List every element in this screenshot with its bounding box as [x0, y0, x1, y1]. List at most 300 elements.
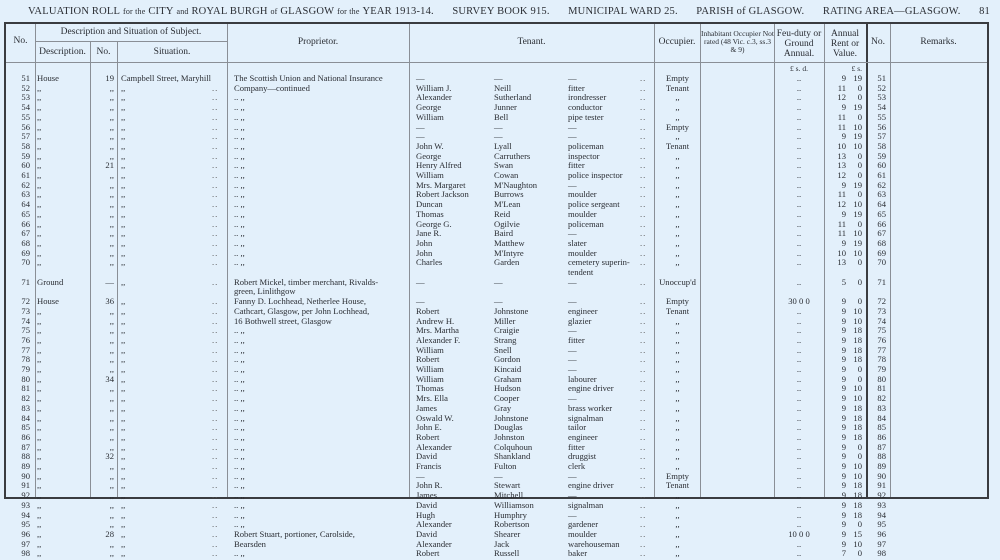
rent-pounds: 11 [837, 111, 846, 122]
tenant-surname: Cowan [494, 170, 519, 180]
row-number-right: 66 [877, 218, 886, 229]
row-number: 55 [21, 111, 30, 122]
tenant-occupation: engine driver [568, 480, 614, 491]
proprietor: .. ,, [234, 237, 245, 248]
description: ,, [37, 179, 42, 190]
dot-leader: .. [640, 470, 647, 481]
tenant-surname: Matthew [494, 237, 525, 248]
tenant-surname: — [494, 296, 503, 307]
dot-leader: .. [212, 315, 219, 326]
row-number: 73 [21, 305, 30, 316]
tenant-occupation: slater [568, 237, 587, 248]
dot-leader: .. [640, 237, 647, 248]
description: ,, [37, 461, 42, 471]
proprietor: Company—continued [234, 82, 310, 93]
feu-duty: .. [796, 373, 802, 384]
rent-shillings: 10 [853, 538, 862, 549]
rent-shillings: 0 [857, 364, 862, 374]
tenant-surname: Robertson [494, 519, 530, 530]
rent-pounds: 9 [841, 296, 846, 307]
row-number-right: 79 [877, 364, 886, 374]
street-number: 32 [105, 451, 114, 462]
tenant-surname: Williamson [494, 499, 534, 510]
feu-duty: 10 0 0 [788, 528, 810, 539]
situation: ,, [121, 422, 126, 433]
row-number-right: 83 [877, 402, 886, 413]
tenant-surname: Douglas [494, 422, 523, 433]
tenant-occupation: fitter [568, 334, 585, 345]
tenant-first-name: James [416, 402, 438, 413]
header-description-group: Description and Situation of Subject. [60, 27, 202, 37]
proprietor: Robert Stuart, portioner, Carolside, [234, 528, 355, 539]
rent-shillings: 18 [853, 402, 862, 413]
dot-leader: .. [640, 422, 647, 433]
proprietor: .. ,, [234, 344, 245, 355]
table-row [6, 278, 987, 288]
dot-leader: .. [212, 412, 219, 423]
rent-shillings: 0 [857, 296, 862, 307]
situation: ,, [121, 538, 126, 549]
street-number: ,, [109, 218, 114, 229]
street-number: ,, [109, 364, 114, 374]
occupier: ,, [675, 257, 680, 268]
feu-duty: .. [796, 170, 802, 180]
row-number-right: 68 [877, 237, 886, 248]
situation: ,, [121, 179, 126, 190]
page-number: 81 [979, 6, 990, 17]
proprietor: .. ,, [234, 160, 245, 171]
feu-duty: .. [796, 218, 802, 229]
tenant-occupation: cemetery superin- [568, 257, 630, 268]
description: ,, [37, 548, 42, 559]
tenant-first-name: Henry Alfred [416, 160, 462, 171]
header-no: No. [13, 36, 28, 46]
dot-leader: .. [640, 519, 647, 530]
rent-shillings: 0 [857, 441, 862, 452]
tenant-occupation: engineer [568, 431, 598, 442]
row-number-right: 78 [877, 354, 886, 365]
description: ,, [37, 199, 42, 210]
description: ,, [37, 315, 42, 326]
row-number-right: 97 [877, 538, 886, 549]
street-number: ,, [109, 412, 114, 423]
row-number: 79 [21, 364, 30, 374]
occupier: ,, [675, 373, 680, 384]
rent-pounds: 9 [841, 73, 846, 83]
dot-leader: .. [640, 431, 647, 442]
tenant-occupation: — [568, 344, 577, 355]
row-number: 54 [21, 102, 30, 113]
dot-leader: .. [212, 373, 219, 384]
situation: ,, [121, 150, 126, 161]
rent-pounds: 11 [837, 82, 846, 93]
rent-shillings: 10 [853, 140, 862, 151]
tenant-surname: Johnstone [494, 305, 529, 316]
street-number: ,, [109, 208, 114, 219]
row-number-right: 86 [877, 431, 886, 442]
table-row [6, 404, 987, 414]
tenant-first-name: Andrew H. [416, 315, 455, 326]
tenant-occupation: policeman [568, 140, 604, 151]
street-number: ,, [109, 111, 114, 122]
proprietor: .. ,, [234, 140, 245, 151]
situation: ,, [121, 499, 126, 510]
row-number: 91 [21, 480, 30, 491]
proprietor: .. ,, [234, 490, 245, 501]
row-number: 64 [21, 199, 30, 210]
description: ,, [37, 237, 42, 248]
proprietor: .. ,, [234, 257, 245, 268]
rent-pounds: 10 [837, 247, 846, 258]
tenant-surname: M'Naughton [494, 179, 538, 190]
street-number: ,, [109, 257, 114, 268]
dot-leader: .. [640, 218, 647, 229]
feu-duty: .. [796, 199, 802, 210]
feu-duty: .. [796, 344, 802, 355]
proprietor: .. ,, [234, 131, 245, 142]
description: ,, [37, 160, 42, 171]
row-number-right: 57 [877, 131, 886, 142]
tenant-first-name: Alexander [416, 519, 452, 530]
rent-pounds: 9 [841, 315, 846, 326]
row-number-right: 92 [877, 490, 886, 501]
occupier: Tenant [665, 140, 690, 151]
dot-leader: .. [212, 490, 219, 501]
dot-leader: .. [640, 111, 647, 122]
dot-leader: .. [212, 441, 219, 452]
dot-leader: .. [212, 199, 219, 210]
feu-duty: .. [796, 538, 802, 549]
rent-shillings: 19 [853, 73, 862, 83]
tenant-first-name: David [416, 499, 438, 510]
description: House [37, 73, 59, 83]
feu-duty: .. [796, 451, 802, 462]
proprietor: .. ,, [234, 218, 245, 229]
occupier: ,, [675, 364, 680, 374]
title-part: ROYAL BURGH [191, 6, 268, 17]
tenant-surname: — [494, 73, 503, 83]
description: ,, [37, 470, 42, 481]
street-number: ,, [109, 383, 114, 394]
situation: ,, [121, 276, 126, 287]
feu-duty: .. [796, 402, 802, 413]
dot-leader: .. [640, 92, 647, 103]
description: ,, [37, 150, 42, 161]
dot-leader: .. [212, 451, 219, 462]
dot-leader: .. [640, 82, 647, 93]
tenant-surname: M'Lean [494, 199, 521, 210]
tenant-surname: Swan [494, 160, 514, 171]
occupier: ,, [675, 170, 680, 180]
description: ,, [37, 305, 42, 316]
tenant-occupation: — [568, 121, 577, 132]
rent-shillings: 19 [853, 131, 862, 142]
proprietor: .. ,, [234, 179, 245, 190]
street-number: ,, [109, 422, 114, 433]
row-number: 85 [21, 422, 30, 433]
street-number: ,, [109, 538, 114, 549]
tenant-occupation: labourer [568, 373, 597, 384]
tenant-occupation: tailor [568, 422, 587, 433]
row-number-right: 90 [877, 470, 886, 481]
row-number-right: 62 [877, 179, 886, 190]
description: ,, [37, 257, 42, 268]
occupier: ,, [675, 150, 680, 161]
dot-leader: .. [640, 509, 647, 520]
tenant-occupation: — [568, 393, 577, 404]
feu-duty: .. [796, 393, 802, 404]
row-number: 77 [21, 344, 30, 355]
row-number: 89 [21, 461, 30, 471]
tenant-first-name: Mrs. Martha [416, 325, 459, 336]
rent-pounds: 9 [841, 431, 846, 442]
occupier: ,, [675, 237, 680, 248]
row-number: 84 [21, 412, 30, 423]
street-number: ,, [109, 121, 114, 132]
street-number: ,, [109, 325, 114, 336]
dot-leader: .. [212, 499, 219, 510]
tenant-occupation: gardener [568, 519, 599, 530]
tenant-occupation: — [568, 325, 577, 336]
row-number: 82 [21, 393, 30, 404]
situation: ,, [121, 431, 126, 442]
description: ,, [37, 538, 42, 549]
description: ,, [37, 509, 42, 520]
proprietor: Bearsden [234, 538, 266, 549]
dot-leader: .. [640, 170, 647, 180]
rent-shillings: 18 [853, 412, 862, 423]
tenant-occupation: engineer [568, 305, 598, 316]
dot-leader: .. [640, 140, 647, 151]
title-part: VALUATION ROLL [28, 6, 121, 17]
tenant-occupation: conductor [568, 102, 603, 113]
dot-leader: .. [640, 344, 647, 355]
description: ,, [37, 131, 42, 142]
page-header [28, 6, 990, 17]
tenant-occupation: fitter [568, 82, 585, 93]
rent-pounds: 9 [841, 499, 846, 510]
situation: ,, [121, 315, 126, 326]
street-number: ,, [109, 247, 114, 258]
tenant-occupation: — [568, 364, 577, 374]
proprietor: Cathcart, Glasgow, per John Lochhead, [234, 305, 370, 316]
title-part: of [270, 7, 278, 16]
dot-leader: .. [640, 480, 647, 491]
feu-duty: .. [796, 441, 802, 452]
tenant-first-name: Alexander [416, 538, 452, 549]
tenant-occupation: — [568, 470, 577, 481]
feu-duty: .. [796, 257, 802, 268]
street-number: ,, [109, 441, 114, 452]
dot-leader: .. [212, 179, 219, 190]
occupier: ,, [675, 325, 680, 336]
situation: ,, [121, 383, 126, 394]
row-number-right: 74 [877, 315, 886, 326]
row-number-right: 60 [877, 160, 886, 171]
feu-duty: .. [796, 111, 802, 122]
description: ,, [37, 121, 42, 132]
street-number: ,, [109, 237, 114, 248]
dot-leader: .. [212, 160, 219, 171]
row-number: 87 [21, 441, 30, 452]
feu-duty: .. [796, 228, 802, 239]
tenant-occupation: — [568, 354, 577, 365]
occupier: ,, [675, 431, 680, 442]
row-number-right: 84 [877, 412, 886, 423]
header-rule [35, 41, 227, 42]
rent-shillings: 18 [853, 509, 862, 520]
rent-pounds: 9 [841, 354, 846, 365]
tenant-occupation: engine driver [568, 383, 614, 394]
tenant-first-name: John R. [416, 480, 443, 491]
description: ,, [37, 189, 42, 200]
survey-book: SURVEY BOOK 915. [452, 6, 550, 17]
situation: ,, [121, 354, 126, 365]
proprietor: .. ,, [234, 383, 245, 394]
rent-shillings: 18 [853, 431, 862, 442]
street-number: ,, [109, 199, 114, 210]
tenant-first-name: Robert [416, 431, 440, 442]
feu-duty: .. [796, 499, 802, 510]
row-number: 67 [21, 228, 30, 239]
dot-leader: .. [212, 102, 219, 113]
dot-leader: .. [640, 160, 647, 171]
dot-leader: .. [640, 315, 647, 326]
tenant-occupation: — [568, 276, 577, 287]
tenant-surname: Carruthers [494, 150, 531, 161]
tenant-occupation: — [568, 228, 577, 239]
dot-leader: .. [640, 451, 647, 462]
dot-leader: .. [640, 499, 647, 510]
feu-duty: .. [796, 509, 802, 520]
row-number-right: 71 [877, 276, 886, 287]
situation: ,, [121, 237, 126, 248]
proprietor: .. ,, [234, 364, 245, 374]
rent-shillings: 0 [857, 373, 862, 384]
description: ,, [37, 383, 42, 394]
roll-title [28, 6, 434, 17]
dot-leader: .. [212, 305, 219, 316]
tenant-surname: Reid [494, 208, 511, 219]
street-number: 19 [105, 73, 114, 83]
row-number-right: 70 [877, 257, 886, 268]
description: ,, [37, 247, 42, 258]
proprietor: .. ,, [234, 111, 245, 122]
table-row [6, 307, 987, 317]
rent-shillings: 18 [853, 422, 862, 433]
feu-duty: .. [796, 548, 802, 559]
rent-pounds: 7 [841, 548, 846, 559]
tenant-first-name: Thomas [416, 383, 444, 394]
proprietor: The Scottish Union and National Insurance [234, 73, 383, 83]
description: ,, [37, 344, 42, 355]
street-number: ,, [109, 92, 114, 103]
tenant-surname: Craigie [494, 325, 520, 336]
tenant-occupation: irondresser [568, 92, 607, 103]
description: ,, [37, 92, 42, 103]
header-description: Description. [39, 47, 86, 57]
rent-pounds: 9 [841, 325, 846, 336]
dot-leader: .. [212, 237, 219, 248]
header-proprietor: Proprietor. [297, 37, 339, 47]
row-number-right: 85 [877, 422, 886, 433]
tenant-first-name: Thomas [416, 208, 444, 219]
proprietor: Fanny D. Lochhead, Netherlee House, [234, 296, 366, 307]
situation: ,, [121, 121, 126, 132]
dot-leader: .. [212, 402, 219, 413]
feu-duty: .. [796, 140, 802, 151]
proprietor: .. ,, [234, 208, 245, 219]
occupier: ,, [675, 247, 680, 258]
row-number: 76 [21, 334, 30, 345]
dot-leader: .. [212, 393, 219, 404]
rent-pounds: 9 [841, 373, 846, 384]
tenant-surname: Snell [494, 344, 512, 355]
dot-leader: .. [640, 150, 647, 161]
tenant-occupation: glazier [568, 315, 592, 326]
rent-shillings: 0 [857, 82, 862, 93]
situation: ,, [121, 218, 126, 229]
description: ,, [37, 393, 42, 404]
row-number: 90 [21, 470, 30, 481]
situation: Campbell Street, Maryhill [121, 73, 211, 83]
row-number: 63 [21, 189, 30, 200]
proprietor: .. ,, [234, 150, 245, 161]
rent-pounds: 9 [841, 490, 846, 501]
description: ,, [37, 208, 42, 219]
row-number-right: 73 [877, 305, 886, 316]
dot-leader: .. [212, 111, 219, 122]
occupier: ,, [675, 441, 680, 452]
dot-leader: .. [212, 208, 219, 219]
street-number: ,, [109, 305, 114, 316]
description: ,, [37, 82, 42, 93]
rent-shillings: 18 [853, 480, 862, 491]
rent-pounds: 11 [837, 228, 846, 239]
street-number: ,, [109, 509, 114, 520]
tenant-first-name: — [416, 276, 425, 287]
row-number-right: 61 [877, 170, 886, 180]
tenant-surname: Colquhoun [494, 441, 533, 452]
tenant-surname: Junner [494, 102, 517, 113]
rent-pounds: 9 [841, 441, 846, 452]
occupier: ,, [675, 315, 680, 326]
tenant-occupation: brass worker [568, 402, 613, 413]
row-number: 61 [21, 170, 30, 180]
tenant-occupation: — [568, 296, 577, 307]
table-row [6, 113, 987, 123]
tenant-first-name: John W. [416, 140, 444, 151]
row-number: 80 [21, 373, 30, 384]
header-number: No. [96, 47, 111, 57]
proprietor: .. ,, [234, 509, 245, 520]
dot-leader: .. [212, 538, 219, 549]
occupier: ,, [675, 548, 680, 559]
tenant-occupation: police inspector [568, 170, 623, 180]
row-number-right: 88 [877, 451, 886, 462]
dot-leader: .. [640, 538, 647, 549]
tenant-occupation: fitter [568, 441, 585, 452]
tenant-first-name: Charles [416, 257, 443, 268]
dot-leader: .. [212, 354, 219, 365]
situation: ,, [121, 131, 126, 142]
title-part: YEAR 1913-14. [362, 6, 434, 17]
row-number: 56 [21, 121, 30, 132]
rent-pounds: 11 [837, 189, 846, 200]
tenant-first-name: — [416, 131, 425, 142]
rent-pounds: 9 [841, 131, 846, 142]
row-number-right: 77 [877, 344, 886, 355]
